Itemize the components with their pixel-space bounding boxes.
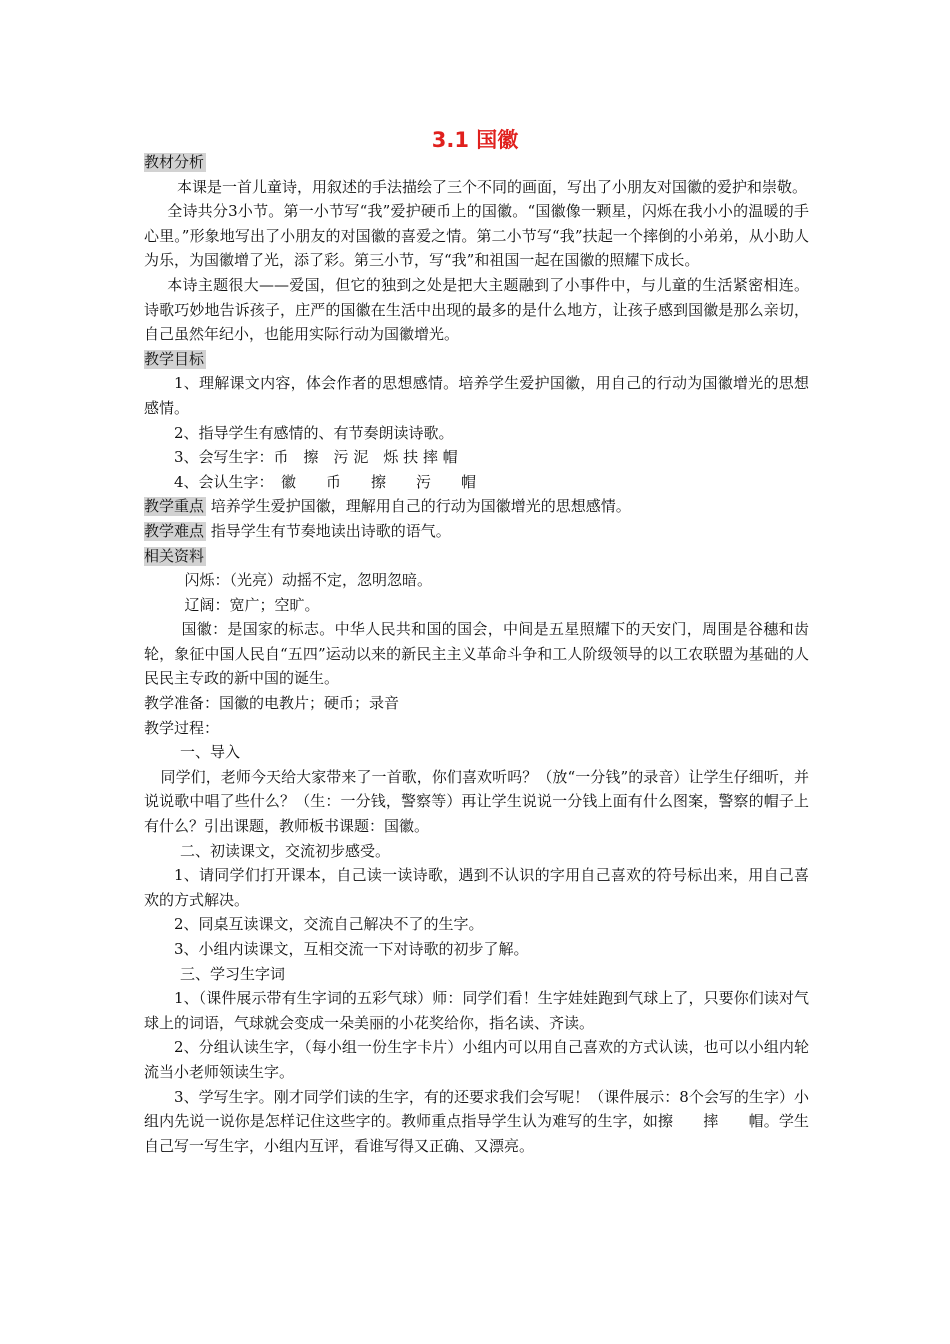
difficulty-text: 指导学生有节奏地读出诗歌的语气。 [206, 521, 451, 540]
paragraph: 3、学写生字。刚才同学们读的生字，有的还要求我们会写呢！（课件展示：8个会写的生字）小组内先说一说你是怎样记住这些字的。教师重点指导学生认为难写的生字，如擦 摔 帽。学生自己写一写生字，小组内互评，看谁写得又正确、又漂亮。 [144, 1087, 809, 1155]
section-heading-goals: 教学目标 [144, 349, 205, 368]
teaching-process: 教学过程： [144, 718, 220, 737]
teaching-prep: 教学准备：国徽的电教片；硬币；录音 [144, 694, 400, 713]
section-heading-analysis: 教材分析 [144, 153, 205, 171]
paragraph: 1、请同学们打开课本，自己读一读诗歌，遇到不认识的字用自己喜欢的符号标出来，用自己喜欢的方式解决。 [144, 866, 809, 909]
paragraph: 1、（课件展示带有生字词的五彩气球）师：同学们看！生字娃娃跑到气球上了，只要你们读对气球上的词语，气球就会变成一朵美丽的小花奖给你，指名读、齐读。 [144, 989, 809, 1032]
reference-item: 闪烁：（光亮）动摇不定，忽明忽暗。 [184, 571, 433, 590]
reference-item: 辽阔：宽广；空旷。 [184, 595, 320, 614]
key-point-line [144, 494, 809, 519]
paragraph: 3、小组内读课文，互相交流一下对诗歌的初步了解。 [174, 940, 529, 958]
paragraph: 全诗共分3小节。第一小节写“我”爱护硬币上的国徽。“国徽像一颗星，闪烁在我小小的温暖的手心里。”形象地写出了小朋友的对国徽的喜爱之情。第二小节写“我”扶起一个摔倒的小弟弟，从小助人为乐，为国徽增了光，添了彩。第三小节，写“我”和祖国一起在国徽的照耀下成长。 [144, 202, 809, 270]
document-title: 3.1 国徽 [431, 128, 519, 152]
goal-item: 1、理解课文内容，体会作者的思想感情。培养学生爱护国徽，用自己的行动为国徽增光的思想感情。 [144, 374, 809, 417]
reference-item: 国徽：是国家的标志。中华人民共和国的国会，中间是五星照耀下的天安门，周围是谷穗和齿轮，象征中国人民自“五四”运动以来的新民主主义革命斗争和工人阶级领导的以工农联盟为基础的人民民主专政的新中国的诞生。 [144, 620, 809, 688]
key-point-text: 培养学生爱护国徽，理解用自己的行动为国徽增光的思想感情。 [206, 497, 631, 516]
process-step-heading: 二、初读课文，交流初步感受。 [180, 841, 391, 860]
paragraph: 同学们，老师今天给大家带来了一首歌，你们喜欢听吗？（放“一分钱”的录音）让学生仔细听，并说说歌中唱了些什么？（生：一分钱，警察等）再让学生说说一分钱上面有什么图案，警察的帽子上有什么？引出课题，教师板书课题：国徽。 [144, 767, 809, 836]
section-heading-reference: 相关资料 [144, 546, 205, 565]
goal-item: 2、指导学生有感情的、有节奏朗读诗歌。 [174, 423, 454, 442]
key-point-label: 教学重点 [144, 497, 205, 516]
goal-item: 4、会认生字： 徽 币 擦 污 帽 [174, 472, 477, 491]
goal-item: 3、会写生字：币 擦 污 泥 烁 扶 摔 帽 [174, 448, 458, 467]
difficulty-label: 教学难点 [144, 521, 205, 540]
process-step-heading: 三、学习生字词 [180, 964, 286, 983]
document-body [144, 150, 809, 1158]
process-step-heading: 一、导入 [180, 743, 241, 762]
paragraph: 2、分组认读生字，（每小组一份生字卡片）小组内可以用自己喜欢的方式认读，也可以小组内轮流当小老师领读生字。 [144, 1038, 809, 1081]
paragraph: 2、同桌互读课文，交流自己解决不了的生字。 [174, 915, 484, 934]
paragraph: 本课是一首儿童诗，用叙述的手法描绘了三个不同的画面，写出了小朋友对国徽的爱护和崇敬。 [177, 177, 808, 196]
difficulty-line [144, 519, 809, 544]
paragraph: 本诗主题很大——爱国，但它的独到之处是把大主题融到了小事件中，与儿童的生活紧密相连。诗歌巧妙地告诉孩子，庄严的国徽在生活中出现的最多的是什么地方，让孩子感到国徽是那么亲切，自己虽然年纪小，也能用实际行动为国徽增光。 [144, 275, 809, 344]
